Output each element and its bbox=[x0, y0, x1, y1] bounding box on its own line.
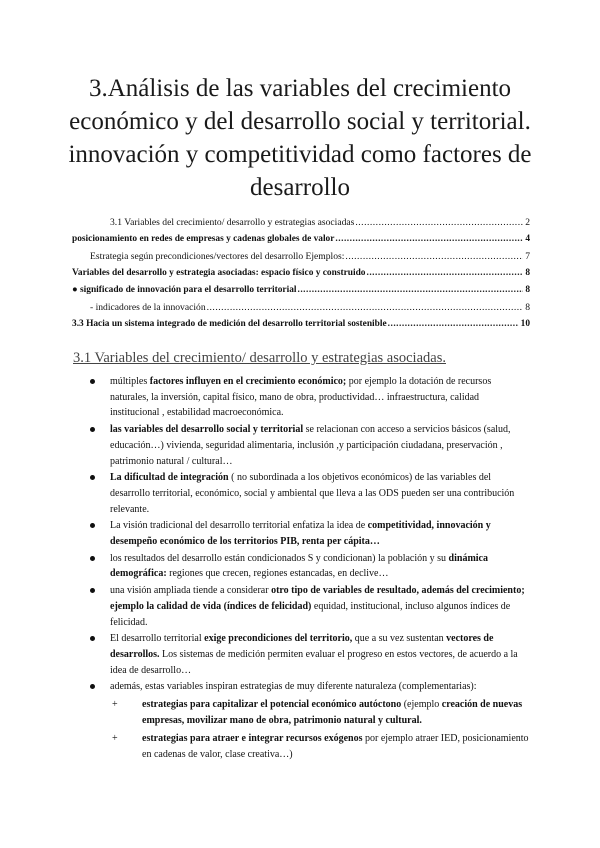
toc-entry-text: posicionamiento en redes de empresas y cadenas globales de valor bbox=[72, 234, 335, 244]
bold-text: otro tipo de variables de resultado, además del crecimiento; ejemplo la calidad de vida (índices de felicidad) bbox=[110, 585, 525, 612]
toc-page-number: 2 bbox=[525, 217, 530, 228]
toc-entry[interactable] bbox=[72, 299, 530, 316]
toc-entry-text: 3.1 Variables del crecimiento/ desarrollo y estrategias asociadas bbox=[110, 217, 355, 228]
bold-text: dinámica demográfica: bbox=[110, 552, 488, 580]
toc-entry-text: ● significado de innovación para el desarrollo territorial bbox=[72, 285, 297, 295]
toc-entry[interactable] bbox=[72, 282, 530, 299]
bold-text: La dificultad de integración bbox=[110, 472, 229, 484]
toc-page-number: 4 bbox=[525, 234, 530, 244]
bullet-list bbox=[90, 374, 530, 766]
bullet-item bbox=[90, 679, 530, 763]
text-span: por ejemplo la dotación de recursos naturales, la inversión, capital físico, mano de obra, productividad… infraestructura, calidad institucional , estabilidad macroeconómica. bbox=[110, 376, 492, 419]
bold-text: creación de nuevas empresas, movilizar mano de obra, patrimonio natural y cultural. bbox=[142, 699, 523, 726]
sub-bullet-item bbox=[110, 731, 530, 762]
bold-text: estrategias para capitalizar el potencial económico autóctono bbox=[142, 699, 402, 711]
toc-leader bbox=[366, 265, 523, 282]
text-span: La visión tradicional del desarrollo territorial enfatiza la idea de bbox=[110, 520, 368, 532]
bullet-item bbox=[90, 422, 530, 469]
toc-leader bbox=[335, 231, 523, 248]
toc-entry-text: 3.3 Hacia un sistema integrado de medición del desarrollo territorial sostenible bbox=[72, 319, 387, 329]
toc-page-number: 8 bbox=[525, 285, 530, 295]
bullet-item bbox=[90, 470, 530, 517]
bullet-dot-icon bbox=[90, 636, 95, 641]
plus-icon: + bbox=[112, 699, 118, 711]
toc-page-number: 7 bbox=[525, 251, 530, 262]
toc-page-number: 8 bbox=[525, 268, 530, 278]
toc-entry-text: Estrategia según precondiciones/vectores del desarrollo Ejemplos: bbox=[90, 251, 345, 262]
document-title: 3.Análisis de las variables del crecimiento económico y del desarrollo social y territorial. innovación y competitividad como factores de desarrollo bbox=[68, 75, 532, 201]
sub-bullet-item bbox=[110, 697, 530, 728]
text-span: que a su vez sustentan bbox=[352, 633, 447, 645]
toc-leader bbox=[355, 214, 523, 231]
text-span: además, estas variables inspiran estrategias de muy diferente naturaleza (complementarias): bbox=[110, 681, 477, 693]
toc-page-number: 10 bbox=[520, 319, 530, 329]
text-span: múltiples bbox=[110, 376, 150, 387]
toc-leader bbox=[388, 316, 519, 333]
bold-text: vectores de desarrollos. bbox=[110, 633, 494, 660]
text-span: (ejemplo bbox=[401, 699, 442, 711]
toc-entry-text: Variables del desarrollo y estrategia asociadas: espacio físico y construido bbox=[72, 268, 366, 278]
bullet-item bbox=[90, 374, 530, 421]
bold-text: factores influyen en el crecimiento económico; bbox=[149, 376, 347, 387]
bullet-dot-icon bbox=[90, 427, 95, 432]
toc-page-number: 8 bbox=[525, 302, 530, 313]
text-span: regiones que crecen, regiones estancadas, en declive… bbox=[166, 568, 389, 580]
bullet-dot-icon bbox=[90, 523, 95, 528]
toc-leader bbox=[345, 248, 523, 265]
toc-leader bbox=[207, 299, 524, 316]
text-span: una visión ampliada tiende a considerar bbox=[110, 585, 272, 597]
text-span: El desarrollo territorial bbox=[110, 633, 205, 645]
text-span: se relacionan con acceso a servicios básicos (salud, educación…) vivienda, seguridad alimentaria, inclusión ,y participación ciudadana, preservación , patrimonio natural / cultural… bbox=[110, 424, 511, 467]
bullet-dot-icon bbox=[90, 475, 95, 480]
bold-text: exige precondiciones del territorio, bbox=[204, 633, 353, 645]
toc-entry[interactable] bbox=[72, 248, 530, 265]
toc-leader bbox=[297, 282, 523, 299]
text-span: los resultados del desarrollo están condicionados S y condicionan) la población y su bbox=[110, 552, 449, 564]
bold-text: competitividad, innovación y desempeño económico de los territorios PIB, renta per cápita… bbox=[110, 520, 491, 548]
plus-icon: + bbox=[112, 733, 118, 745]
bold-text: estrategias para atraer e integrar recursos exógenos bbox=[142, 733, 363, 745]
bullet-item bbox=[90, 631, 530, 678]
text-span: ( no subordinada a los objetivos económicos) de las variables del desarrollo territorial, económico, social y ambiental que lleva a las ODS pueden ser una contribución relevante. bbox=[110, 472, 515, 515]
bullet-dot-icon bbox=[90, 379, 95, 384]
bullet-dot-icon bbox=[90, 684, 95, 689]
text-span: equidad, institucional, incluso algunos índices de felicidad. bbox=[110, 600, 511, 628]
toc-entry[interactable] bbox=[72, 214, 530, 231]
bullet-item bbox=[90, 518, 530, 549]
text-span: Los sistemas de medición permiten evaluar el progreso en estos vectores, de acuerdo a la idea de desarrollo… bbox=[110, 648, 518, 676]
section-heading: 3.1 Variables del crecimiento/ desarrollo y estrategias asociadas. bbox=[73, 350, 446, 366]
toc-entry[interactable] bbox=[72, 265, 530, 282]
bullet-dot-icon bbox=[90, 556, 95, 561]
bullet-item bbox=[90, 551, 530, 582]
bullet-dot-icon bbox=[90, 588, 95, 593]
table-of-contents bbox=[72, 214, 530, 333]
toc-entry[interactable] bbox=[72, 231, 530, 248]
bullet-item bbox=[90, 583, 530, 630]
text-span: por ejemplo atraer IED, posicionamiento en cadenas de valor, clase creativa…) bbox=[142, 733, 529, 761]
toc-entry-text: - indicadores de la innovación bbox=[90, 302, 206, 313]
bold-text: las variables del desarrollo social y territorial bbox=[110, 424, 304, 436]
sub-bullet-list bbox=[110, 697, 530, 763]
toc-entry[interactable] bbox=[72, 316, 530, 333]
